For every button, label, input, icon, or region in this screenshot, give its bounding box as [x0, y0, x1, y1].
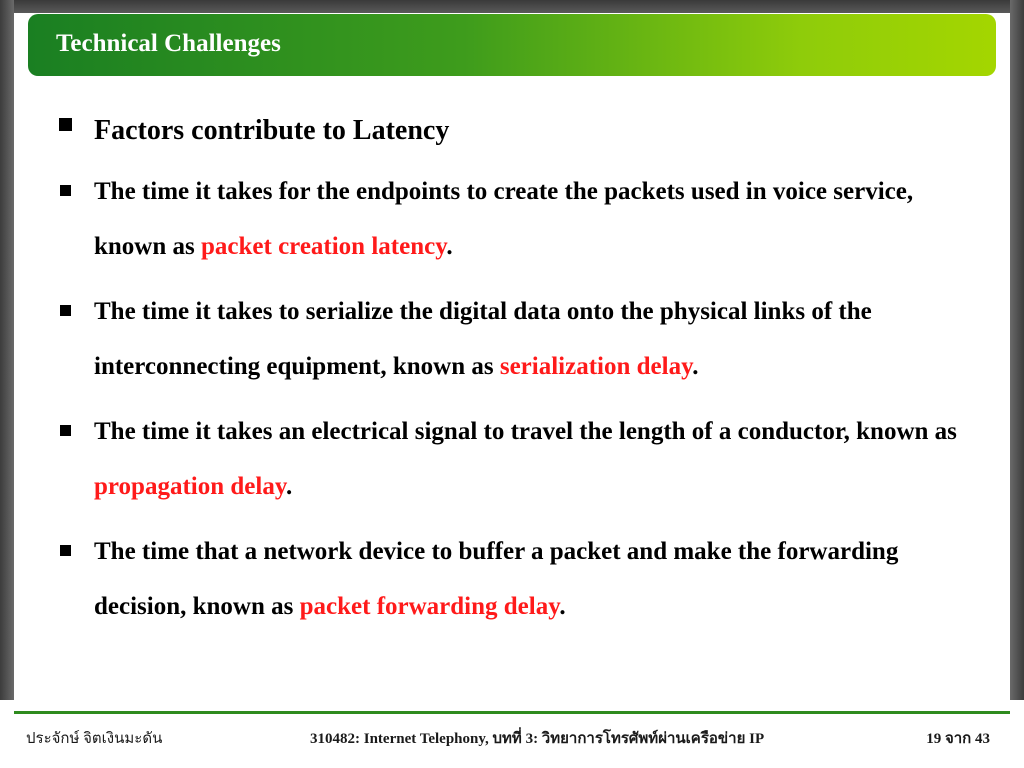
slide-frame-right [1010, 0, 1024, 700]
footer-author: ประจักษ์ จิตเงินมะดัน [26, 731, 163, 747]
bullet-text: The time it takes an electrical signal to travel the length of a conductor, known as [94, 418, 957, 445]
bullet-list [54, 108, 984, 644]
square-bullet-icon [60, 425, 71, 436]
bullet-item-forwarding [54, 524, 984, 634]
bullet-text: The time it takes for the endpoints to create the packets used in voice service, known as [94, 178, 914, 260]
bullet-text: The time that a network device to buffer a packet and make the forwarding decision, known as [94, 538, 899, 620]
bullet-text-end: . [446, 233, 453, 260]
bullet-item-serialization [54, 284, 984, 394]
bullet-text: The time it takes to serialize the digital data onto the physical links of the interconnecting equipment, known as [94, 298, 872, 380]
bullet-text: Factors contribute to Latency [94, 115, 450, 146]
bullet-text-end: . [559, 593, 566, 620]
slide-frame-left [0, 0, 14, 700]
bullet-highlight-term: packet creation latency [201, 233, 447, 260]
square-bullet-icon [60, 305, 71, 316]
square-bullet-icon [60, 185, 71, 196]
slide-frame-top [0, 0, 1024, 13]
square-bullet-icon [60, 545, 71, 556]
square-bullet-icon [59, 118, 72, 131]
bullet-text-end: . [692, 353, 699, 380]
slide-title: Technical Challenges [56, 30, 281, 57]
bullet-highlight-term: propagation delay [94, 473, 286, 500]
bullet-item-propagation [54, 404, 984, 514]
bullet-item-packet-creation [54, 164, 984, 274]
bullet-text-end: . [285, 473, 293, 500]
footer-course-title: 310482: Internet Telephony, บทที่ 3: วิทยาการโทรศัพท์ผ่านเครือข่าย IP [310, 731, 765, 747]
footer-page-number: 19 จาก 43 [926, 731, 990, 747]
bullet-highlight-term: packet forwarding delay [299, 593, 560, 620]
bullet-item-heading [54, 108, 984, 154]
footer-spacer [0, 700, 1024, 711]
bullet-highlight-term: serialization delay [499, 353, 693, 380]
